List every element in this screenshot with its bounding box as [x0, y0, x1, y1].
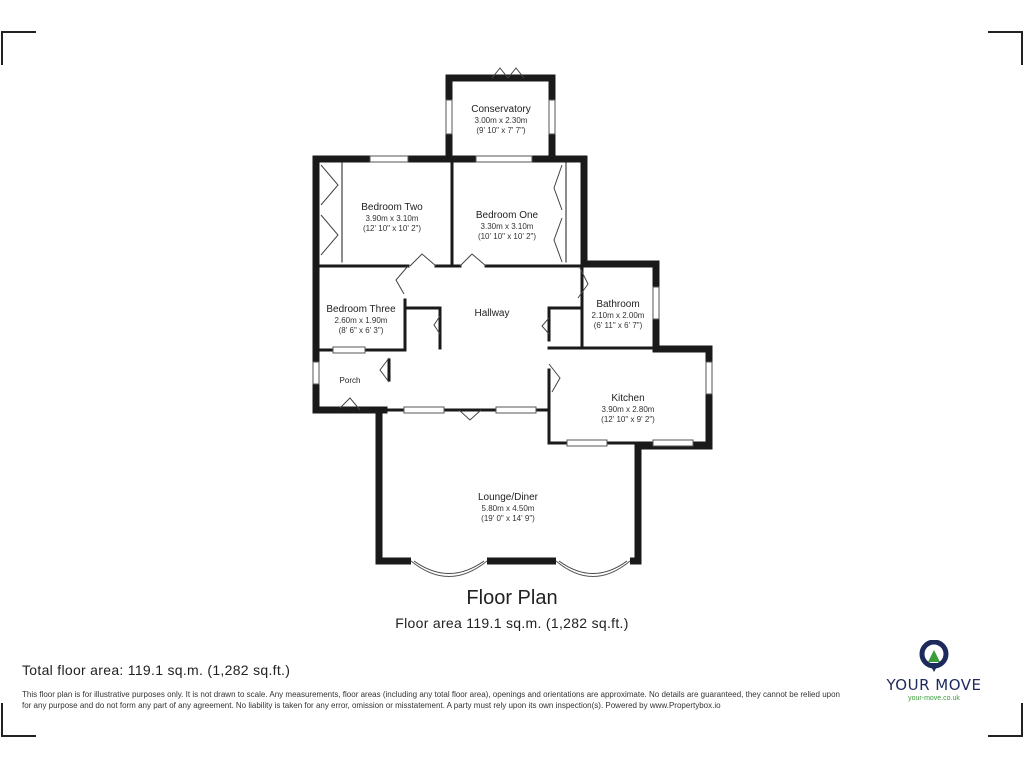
room-kitchen: [601, 393, 655, 424]
room-kitchen-name: Kitchen: [611, 393, 645, 404]
room-kitchen-metric: 3.90m x 2.80m: [601, 405, 655, 414]
crop-mark-top-left: [2, 32, 36, 65]
room-kitchen-imperial: (12' 10" x 9' 2"): [601, 415, 655, 424]
room-conservatory-imperial: (9' 10" x 7' 7"): [476, 126, 526, 135]
room-bathroom: [592, 299, 645, 330]
room-lounge-diner: [478, 492, 539, 523]
total-floor-area: Total floor area: 119.1 sq.m. (1,282 sq.ft.): [22, 662, 291, 678]
room-lounge-diner-name: Lounge/Diner: [477, 492, 539, 503]
room-porch-name: Porch: [339, 376, 361, 385]
room-bedroom-three-imperial: (8' 6" x 6' 3"): [338, 326, 384, 335]
room-conservatory-metric: 3.00m x 2.30m: [474, 116, 528, 125]
room-bedroom-two-name: Bedroom Two: [361, 202, 423, 213]
location-pin-icon: [919, 640, 949, 674]
room-bathroom-imperial: (6' 11" x 6' 7"): [593, 321, 643, 330]
room-bedroom-two: [361, 202, 423, 233]
crop-mark-bottom-right: [988, 703, 1022, 736]
room-bedroom-one-imperial: (10' 10" x 10' 2"): [477, 232, 537, 241]
room-conservatory: [471, 104, 530, 135]
brand-url: your-move.co.uk: [908, 695, 960, 702]
room-bedroom-one-name: Bedroom One: [475, 210, 539, 221]
room-bathroom-name: Bathroom: [596, 299, 640, 310]
floor-plan-title: Floor Plan: [466, 587, 558, 609]
room-bedroom-one: [476, 210, 539, 241]
doors: [321, 68, 588, 420]
room-hallway: [474, 308, 509, 319]
room-bedroom-three-name: Bedroom Three: [326, 304, 396, 315]
room-porch: [340, 376, 361, 385]
brand-logo: [876, 640, 992, 702]
room-bedroom-one-metric: 3.30m x 3.10m: [480, 222, 534, 231]
windows: [313, 100, 712, 446]
room-bathroom-metric: 2.10m x 2.00m: [591, 311, 645, 320]
room-hallway-name: Hallway: [474, 308, 510, 319]
room-bedroom-two-metric: 3.90m x 3.10m: [365, 214, 419, 223]
room-lounge-diner-imperial: (19' 0" x 14' 9"): [481, 514, 535, 523]
floor-area-caption: Floor area 119.1 sq.m. (1,282 sq.ft.): [395, 615, 629, 631]
room-bedroom-two-imperial: (12' 10" x 10' 2"): [362, 224, 422, 233]
room-bedroom-three-metric: 2.60m x 1.90m: [334, 316, 388, 325]
crop-mark-top-right: [988, 32, 1022, 65]
disclaimer-text: This floor plan is for illustrative purposes only. It is not drawn to scale. Any measurements, floor areas (including any total floor area), openings and orientations are approximate. No details are guaranteed, they cannot be relied upon for any purpose and do not form any part of any agreement. No liability is taken for any error, omission or misstatement. A party must rely upon its own inspection(s). Powered by www.Propertybox.io: [22, 690, 840, 710]
room-lounge-diner-metric: 5.80m x 4.50m: [481, 504, 535, 513]
room-bedroom-three: [326, 304, 396, 335]
room-conservatory-name: Conservatory: [471, 104, 531, 115]
brand-name: YOUR MOVE: [886, 676, 982, 694]
